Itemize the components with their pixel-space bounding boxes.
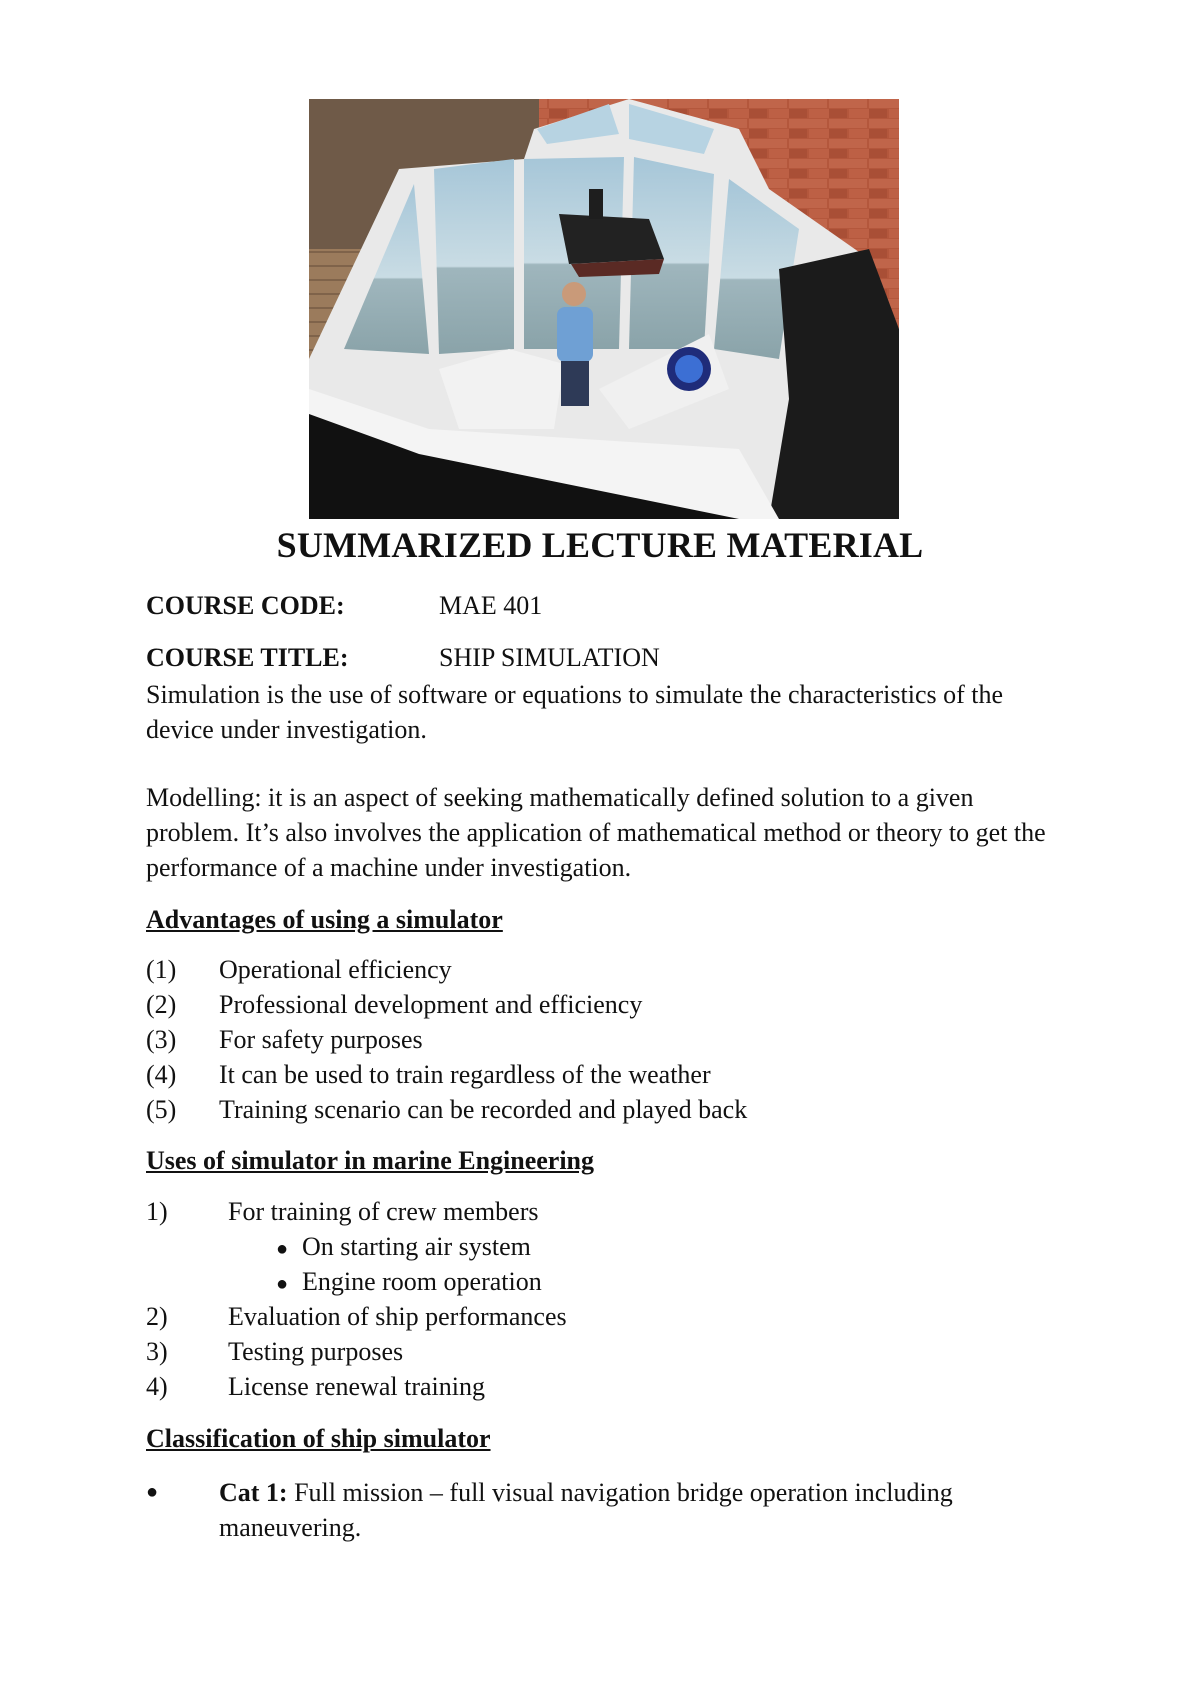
sub-list-item	[146, 1264, 567, 1299]
course-code-label: COURSE CODE:	[146, 591, 345, 620]
list-number: (1)	[146, 955, 177, 984]
list-item	[146, 1022, 747, 1057]
list-item	[146, 1057, 747, 1092]
list-text: Professional development and efficiency	[219, 990, 643, 1019]
simulation-definition: Simulation is the use of software or equations to simulate the characteristics of the device under investigation.	[146, 680, 1004, 744]
list-number: (2)	[146, 990, 177, 1019]
list-number: 3)	[146, 1337, 168, 1366]
list-item	[146, 1092, 747, 1127]
list-item	[146, 1194, 567, 1229]
list-text: Training scenario can be recorded and played back	[219, 1095, 748, 1124]
list-number: (3)	[146, 1025, 177, 1054]
uses-list	[146, 1194, 567, 1404]
sub-list-item	[146, 1229, 567, 1264]
course-title-label: COURSE TITLE:	[146, 643, 349, 672]
classification-heading: Classification of ship simulator	[146, 1424, 491, 1453]
list-text: Operational efficiency	[219, 955, 452, 984]
list-number: 4)	[146, 1372, 168, 1401]
cat1-label: Cat 1:	[219, 1478, 288, 1507]
bullet-icon: ●	[276, 1273, 289, 1295]
course-code-row	[146, 591, 542, 621]
list-item	[146, 952, 747, 987]
list-item	[146, 987, 747, 1022]
list-text: For training of crew members	[228, 1197, 539, 1226]
list-number: 1)	[146, 1197, 168, 1226]
advantages-heading: Advantages of using a simulator	[146, 905, 503, 934]
bullet-icon: ●	[146, 1481, 159, 1503]
list-text: Engine room operation	[302, 1267, 542, 1296]
list-text: Testing purposes	[228, 1337, 404, 1366]
course-title-value: SHIP SIMULATION	[439, 643, 660, 672]
document-title: SUMMARIZED LECTURE MATERIAL	[276, 525, 924, 565]
list-item	[146, 1334, 567, 1369]
list-text: Evaluation of ship performances	[228, 1302, 567, 1331]
cat1-text: Full mission – full visual navigation bridge operation including maneuvering.	[219, 1478, 953, 1542]
list-number: 2)	[146, 1302, 168, 1331]
course-title-row	[146, 643, 660, 673]
course-code-value: MAE 401	[439, 591, 543, 620]
uses-heading: Uses of simulator in marine Engineering	[146, 1146, 595, 1175]
list-number: (4)	[146, 1060, 177, 1089]
modelling-definition: Modelling: it is an aspect of seeking mathematically defined solution to a given problem. It’s also involves the application of mathematical method or theory to get the performance of a machine under investigation.	[146, 783, 1046, 882]
advantages-list	[146, 952, 747, 1127]
list-text: License renewal training	[228, 1372, 485, 1401]
bullet-icon: ●	[276, 1238, 289, 1260]
ship-bridge-simulator-illustration	[309, 99, 899, 519]
list-item	[146, 1369, 567, 1404]
classification-item	[146, 1475, 1066, 1545]
list-number: (5)	[146, 1095, 177, 1124]
list-item	[146, 1299, 567, 1334]
list-text: On starting air system	[302, 1232, 531, 1261]
list-text: For safety purposes	[219, 1025, 423, 1054]
list-text: It can be used to train regardless of the weather	[219, 1060, 711, 1089]
